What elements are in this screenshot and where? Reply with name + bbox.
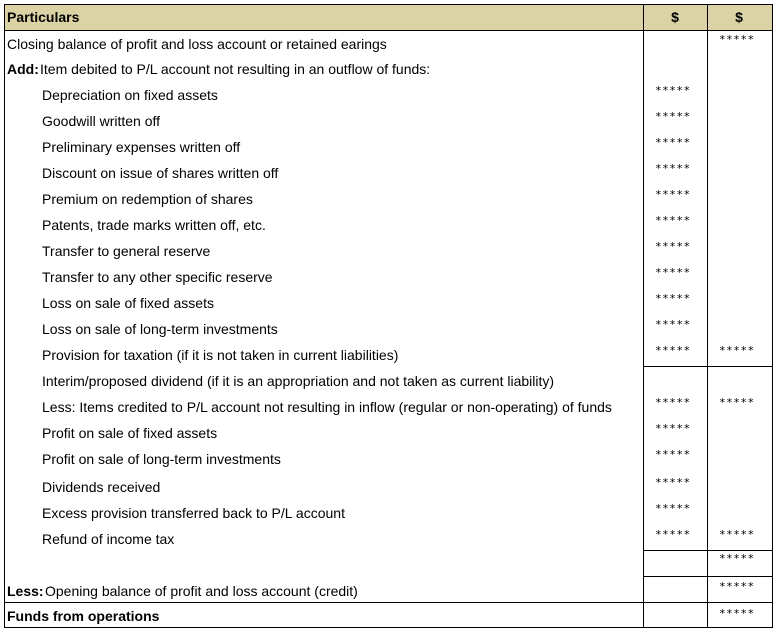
row-col1-amount: *****: [655, 422, 691, 435]
row-col1-amount: *****: [655, 448, 691, 461]
row-col1-amount: *****: [655, 84, 691, 97]
row-col1-amount: *****: [655, 396, 691, 409]
row-label: Preliminary expenses written off: [42, 139, 241, 155]
funds-from-operations-table: [2, 2, 772, 628]
grid-rule: [4, 627, 773, 628]
row-col1-amount: *****: [655, 162, 691, 175]
header-col2-currency: $: [735, 9, 743, 25]
row-lead: Less:: [7, 583, 44, 599]
row-col2-amount: *****: [719, 396, 755, 409]
row-col2-amount: *****: [719, 580, 755, 593]
row-label: Interim/proposed dividend (if it is an appropriation and not taken as current liability): [42, 373, 555, 389]
row-label: Premium on redemption of shares: [42, 191, 253, 207]
grid-rule: [643, 550, 773, 551]
grid-rule: [4, 602, 773, 603]
grid-rule: [643, 366, 773, 367]
row-col2-amount: *****: [719, 552, 755, 565]
row-col1-amount: *****: [655, 110, 691, 123]
row-label: Profit on sale of long-term investments: [42, 451, 281, 467]
row-col1-amount: *****: [655, 318, 691, 331]
row-label: Item debited to P/L account not resulting in an outflow of funds:: [40, 61, 431, 77]
row-label: Discount on issue of shares written off: [42, 165, 279, 181]
row-label: Loss on sale of fixed assets: [42, 295, 214, 311]
row-col1-amount: *****: [655, 188, 691, 201]
row-label: Provision for taxation (if it is not taken in current liabilities): [42, 347, 399, 363]
footer-col2-amount: *****: [719, 607, 755, 620]
row-label: Transfer to general reserve: [42, 243, 211, 259]
grid-rule: [643, 576, 773, 577]
row-label: Dividends received: [42, 479, 161, 495]
grid-rule: [4, 30, 773, 31]
row-col2-amount: *****: [719, 344, 755, 357]
row-label: Excess provision transferred back to P/L account: [42, 505, 345, 521]
row-label: Less: Items credited to P/L account not resulting in inflow (regular or non-operating) of funds: [42, 399, 612, 415]
row-label: Opening balance of profit and loss account (credit): [45, 583, 358, 599]
row-col1-amount: *****: [655, 528, 691, 541]
grid-rule: [4, 4, 773, 5]
row-col1-amount: *****: [655, 344, 691, 357]
row-col1-amount: *****: [655, 136, 691, 149]
row-col1-amount: *****: [655, 292, 691, 305]
grid-rule: [4, 4, 5, 628]
row-label: Refund of income tax: [42, 531, 175, 547]
grid-rule: [772, 4, 773, 628]
row-label: Loss on sale of long-term investments: [42, 321, 278, 337]
row-label: Goodwill written off: [42, 113, 161, 129]
row-label: Depreciation on fixed assets: [42, 87, 218, 103]
footer-label: Funds from operations: [7, 608, 160, 624]
row-col1-amount: *****: [655, 214, 691, 227]
row-label: Closing balance of profit and loss account or retained earings: [7, 36, 387, 52]
row-col1-amount: *****: [655, 476, 691, 489]
row-label: Transfer to any other specific reserve: [42, 269, 273, 285]
row-label: Profit on sale of fixed assets: [42, 425, 218, 441]
grid-rule: [707, 4, 708, 628]
row-label: Patents, trade marks written off, etc.: [42, 217, 266, 233]
header-col1-currency: $: [671, 9, 679, 25]
row-lead: Add:: [7, 61, 39, 77]
row-col2-amount: *****: [719, 33, 755, 46]
row-col2-amount: *****: [719, 528, 755, 541]
row-col1-amount: *****: [655, 240, 691, 253]
header-particulars: Particulars: [7, 9, 80, 25]
row-col1-amount: *****: [655, 502, 691, 515]
row-col1-amount: *****: [655, 266, 691, 279]
grid-rule: [643, 4, 644, 628]
